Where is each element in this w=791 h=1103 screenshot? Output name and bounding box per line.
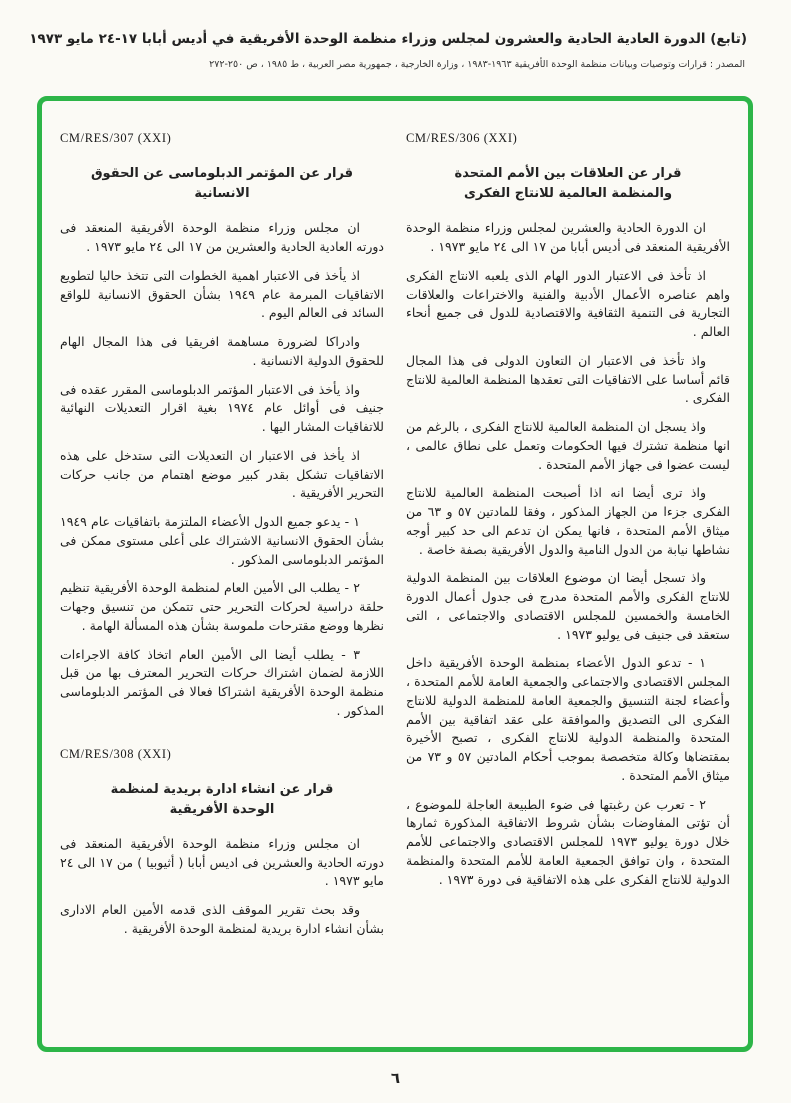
resolution-308-title: قرار عن انشاء ادارة بريدية لمنظمة الوحدة الأفريقية (110, 781, 334, 817)
paragraph: ١ - تدعو الدول الأعضاء بمنظمة الوحدة الأفريقية داخل المجلس الاقتصادى والاجتماعى والجمعية العامة للأمم المتحدة ، وأعضاء لجنة التنسيق والجمعية العامة للمنظمة الدولية للانتاج الفكرى الى التصديق والموافقة على عقد اتفاقية بين الأمم المتحدة والمنظمة الدولية للانتاج الفكرى ، تصبح الأخيرة بمقتضاها وكالة متخصصة بموجب أحكام المادتين ٥٧ و ٧٣ من ميثاق الأمم المتحدة . (406, 655, 731, 783)
paragraph: ان مجلس وزراء منظمة الوحدة الأفريقية المنعقد فى دورته العادية الحادية والعشرين من ١٧ الى ٢٤ مايو ١٩٧٣ . (60, 220, 384, 255)
paragraph: وقد بحث تقرير الموقف الذى قدمه الأمين العام الادارى بشأن انشاء ادارة بريدية لمنظمة الوحدة الأفريقية . (60, 902, 384, 936)
paragraph: اذ تأخذ فى الاعتبار الدور الهام الذى يلعبه الانتاج الفكرى واهم عناصره الأعمال الأدبية والفنية والاختراعات والعلاقات التجارية فى التنمية الثقافية والاقتصادية للدول فى جميع أنحاء العالم . (406, 267, 730, 340)
page-number: ٦ (390, 1069, 401, 1087)
resolution-307 (60, 131, 384, 721)
paragraph: ان مجلس وزراء منظمة الوحدة الأفريقية المنعقد فى دورته الحادية والعشرين فى اديس أبابا ( أثيوبيا ) من ١٧ الى ٢٤ مايو ١٩٧٣ . (60, 835, 384, 889)
two-column-layout (60, 131, 730, 1033)
resolution-307-ref: CM/RES/307 (XXI) (60, 131, 172, 145)
paragraph: واذ تأخذ فى الاعتبار ان التعاون الدولى فى هذا المجال قائم أساسا على الاتفاقيات التى تعقدها المنظمة العالمية للانتاج الفكرى . (406, 352, 730, 406)
resolution-306 (406, 131, 730, 889)
paragraph: اذ يأخذ فى الاعتبار اهمية الخطوات التى تتخذ حاليا لتطويع الاتفاقيات المبرمة عام ١٩٤٩ بشأن الحقوق الانسانية للواقع السائد فى العالم اليوم . (60, 267, 385, 321)
paragraph: ان الدورة الحادية والعشرين لمجلس وزراء منظمة الوحدة الأفريقية المنعقد فى أديس أبابا من ١٧ الى ٢٤ مايو ١٩٧٣ . (406, 220, 730, 255)
document-header-line: (تابع) الدورة العادية الحادية والعشرون لمجلس وزراء منظمة الوحدة الأفريقية في أديس أبابا ١٧-٢٤ مايو ١٩٧٣ (29, 31, 747, 47)
paragraph: ١ - يدعو جميع الدول الأعضاء الملتزمة باتفاقيات عام ١٩٤٩ بشأن الحقوق الانسانية الاشتراك على أعلى مستوى ممكن فى المؤتمر الدبلوماسى المذكور . (60, 514, 384, 567)
resolution-308 (60, 747, 384, 939)
paragraph: ٢ - يطلب الى الأمين العام لمنظمة الوحدة الأفريقية تنظيم حلقة دراسية لحركات التحرير حتى تتمكن من تنسيق وجهات نظرها ووضع مقترحات ملموسة بشأن هذه المسألة الهامة . (60, 580, 384, 633)
paragraph: وادراكا لضرورة مساهمة افريقيا فى هذا المجال الهام للحقوق الدولية الانسانية . (60, 334, 384, 368)
resolution-307-title: قرار عن المؤتمر الدبلوماسى عن الحقوق الانسانية (90, 166, 354, 202)
column-right (406, 131, 730, 1033)
paragraph: واذ ترى أيضا انه اذا أصبحت المنظمة العالمية للانتاج الفكرى جزءا من الجهاز المذكور ، وفقا للمادتين ٥٧ و ٦٣ من ميثاق الأمم المتحدة ، فانها يمكن ان تدعم الى حد كبير أوجه نشاطها نيابة من الدول النامية والدول الأفريقية بصفة خاصة . (406, 485, 730, 557)
paragraph: واذ يأخذ فى الاعتبار المؤتمر الدبلوماسى المقرر عقده فى جنيف فى أوائل عام ١٩٧٤ بغية اقرار التعديلات النهائية للاتفاقيات المشار اليها . (60, 381, 384, 435)
resolution-308-ref: CM/RES/308 (XXI) (60, 746, 172, 761)
resolution-306-ref: CM/RES/306 (XXI) (406, 131, 518, 145)
paragraph: واذ تسجل أيضا ان موضوع العلاقات بين المنظمة الدولية للانتاج الفكرى والأمم المتحدة مدرج فى جدول أعمال الدورة الخامسة والخمسين للمجلس الاقتصادى والاجتماعى ، التى ستعقد فى جنيف فى يوليو ١٩٧٣ . (406, 570, 730, 642)
column-left (60, 131, 384, 1033)
source-citation-line: المصدر : قرارات وتوصيات وبيانات منظمة الوحدة الأفريقية ١٩٦٣-١٩٨٣ ، وزارة الخارجية ، جمهورية مصر العربية ، ط ١٩٨٥ ، ص ٢٥٠-٢٧٢ (209, 59, 745, 70)
paragraph: ٣ - يطلب أيضا الى الأمين العام اتخاذ كافة الاجراءات اللازمة لضمان اشتراك حركات التحرير المعترف بها من قبل منظمة الوحدة الأفريقية اشتراكا فعالا فى المؤتمر الدبلوماسى المذكور . (60, 646, 384, 718)
paragraph: واذ يسجل ان المنظمة العالمية للانتاج الفكرى ، بالرغم من انها منظمة تشترك فيها الحكومات وتعمل على نطاق عالمى ، ليست عضوا فى جهاز الأمم المتحدة . (406, 419, 730, 472)
paragraph: اذ يأخذ فى الاعتبار ان التعديلات التى ستدخل على هذه الاتفاقيات تشكل بقدر كبير موضع اهتمام من جانب حركات التحرير الأفريقية . (60, 447, 384, 501)
paragraph: ٢ - تعرب عن رغبتها فى ضوء الطبيعة العاجلة للموضوع ، أن تؤتى المفاوضات بشأن شروط الاتفاقية المذكورة ثمارها خلال دورة يوليو ١٩٧٣ للمجلس الاقتصادى والاجتماعى للأمم المتحدة ، وان توافق الجمعية العامة للأمم المتحدة والمنظمة الدولية للانتاج الفكرى على هذه الاتفاقية فى دورة ١٩٧٣ . (406, 796, 731, 887)
green-annotation-box (37, 96, 753, 1052)
resolution-306-title: قرار عن العلاقات بين الأمم المتحدة والمنظمة العالمية للانتاج الفكرى (454, 166, 682, 202)
